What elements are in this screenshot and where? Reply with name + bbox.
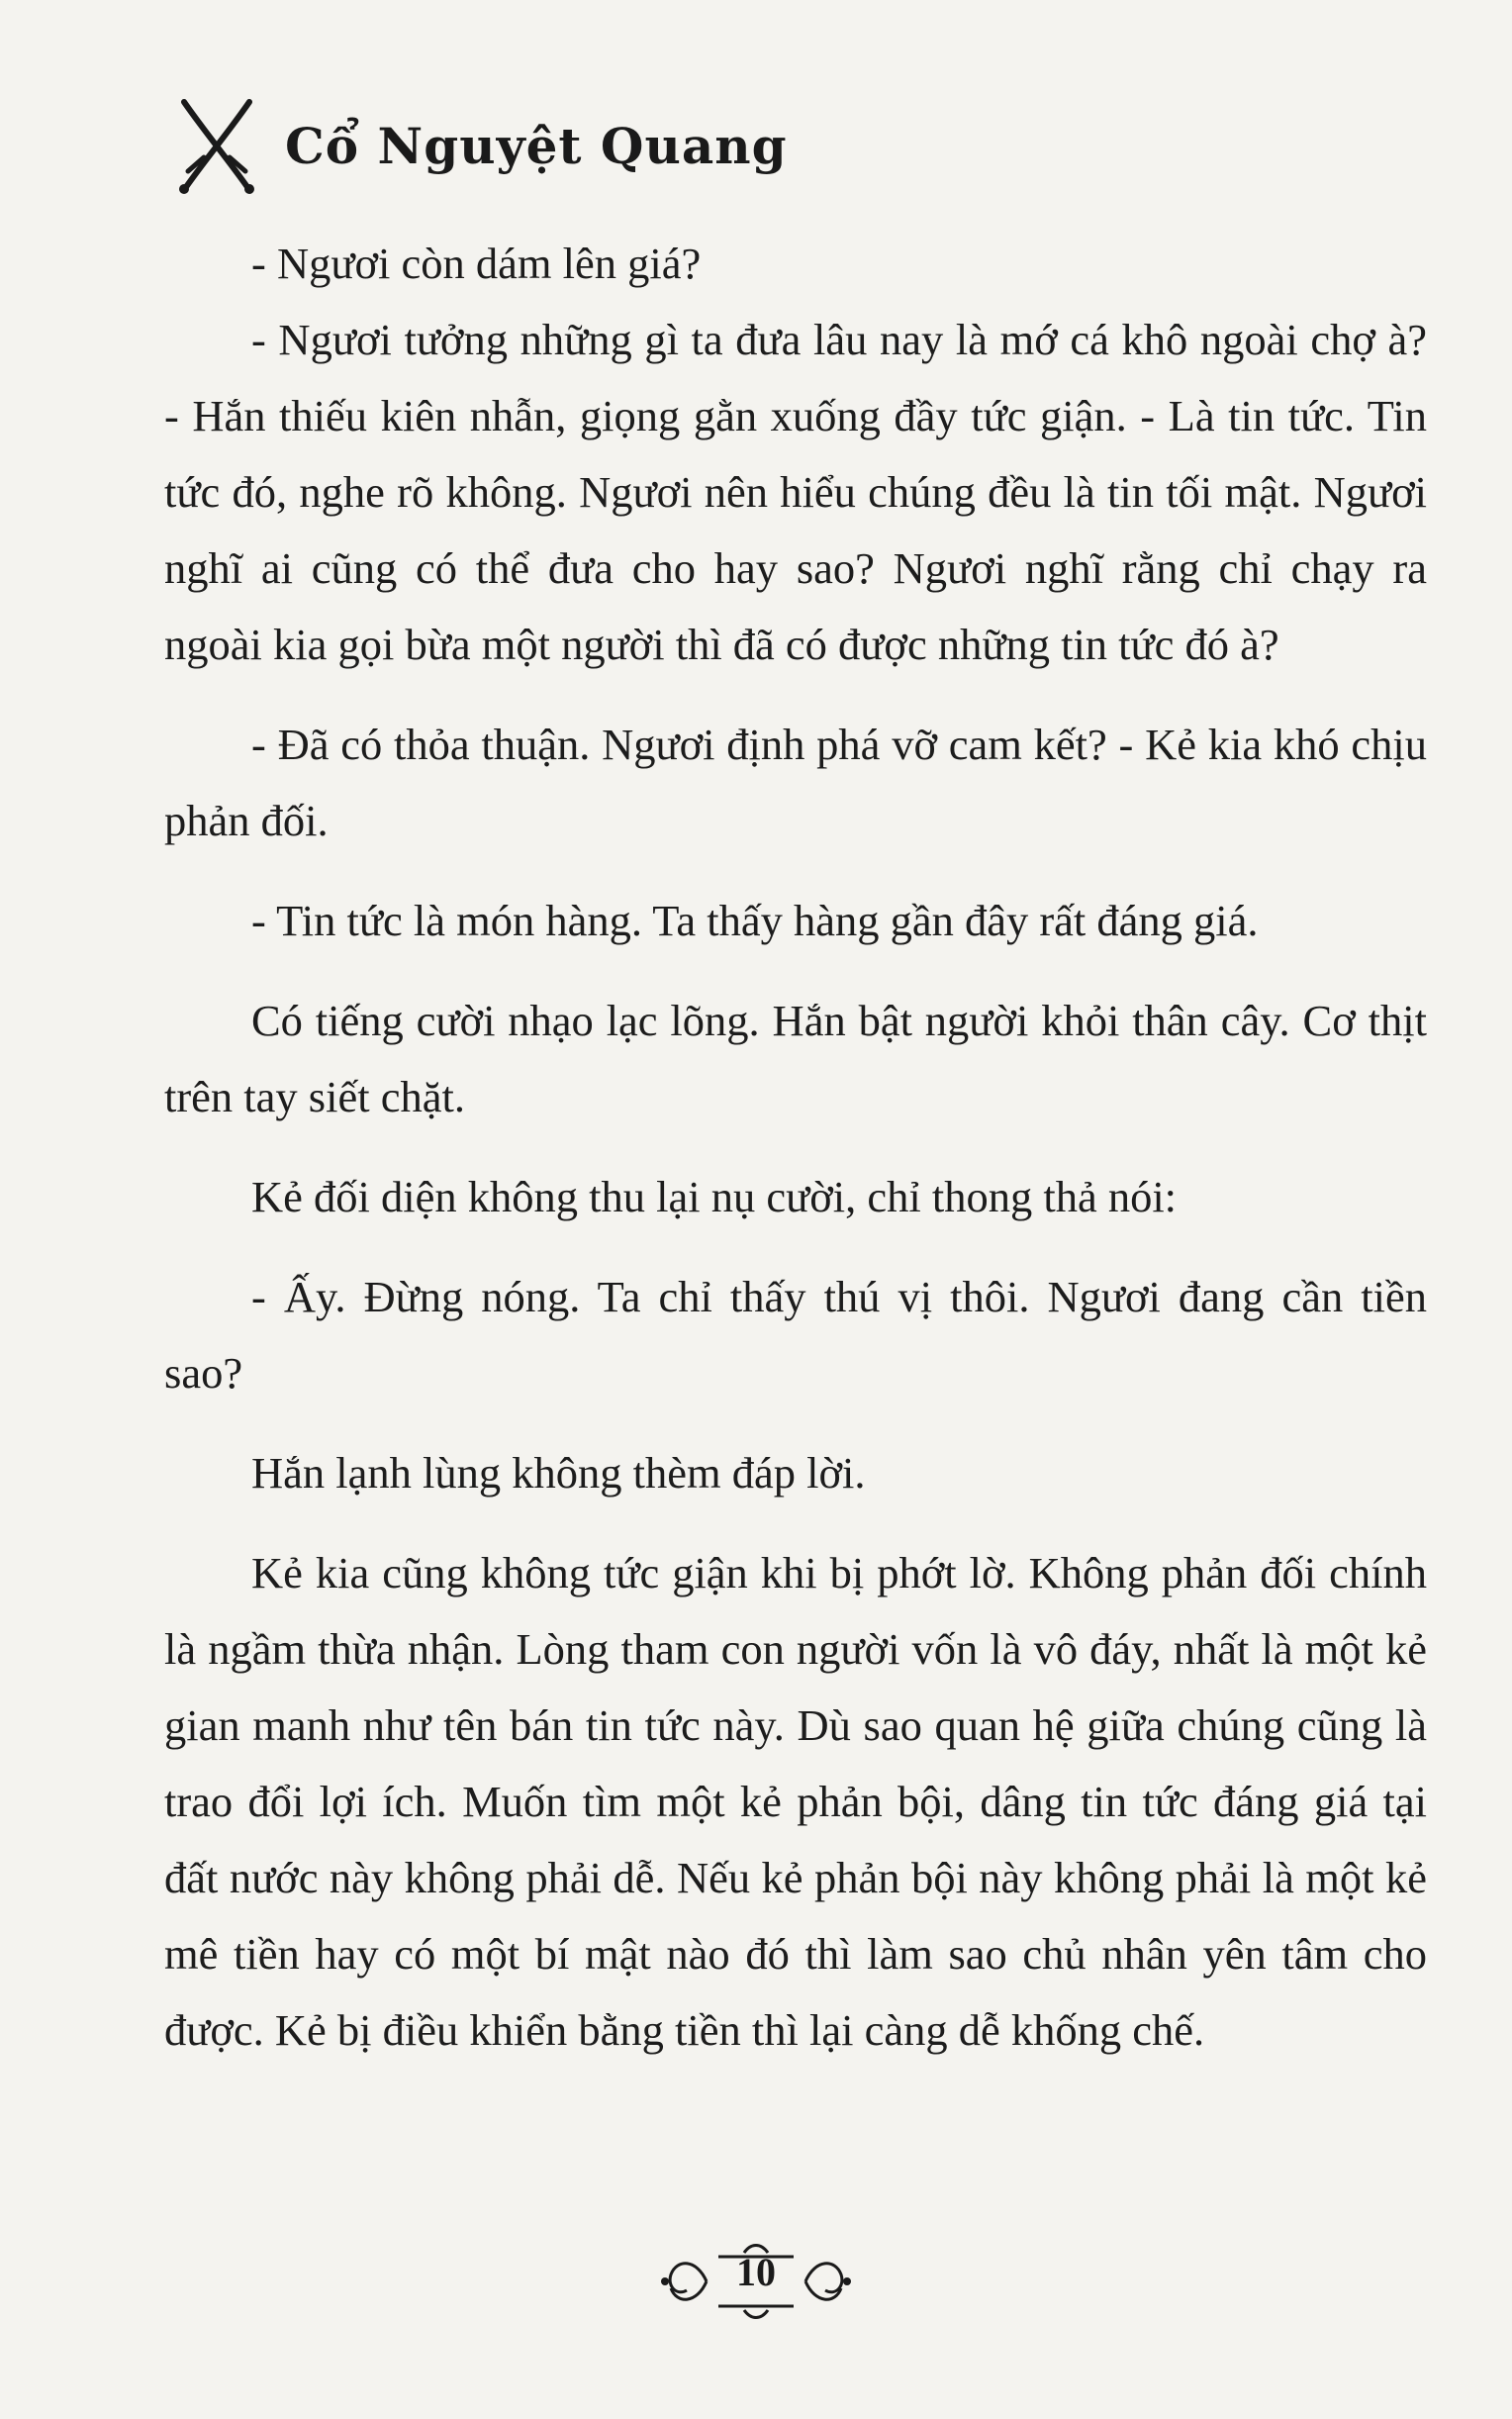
running-header — [174, 91, 788, 200]
paragraph: Hắn lạnh lùng không thèm đáp lời. — [251, 1448, 866, 1498]
paragraph: Kẻ đối diện không thu lại nụ cười, chỉ thong thả nói: — [251, 1172, 1178, 1221]
paragraph: Kẻ kia cũng không tức giận khi bị phớt lờ. Không phản đối chính là ngầm thừa nhận. Lòng tham con người vốn là vô đáy, nhất là một kẻ gian manh như tên bán tin tức này. Dù sao quan hệ giữa chúng cũng là trao đổi lợi ích. Muốn tìm một kẻ phản bội, dâng tin tức đáng giá tại đất nước này không phải dễ. Nếu kẻ phản bội này không phải là một kẻ mê tiền hay có một bí mật nào đó thì làm sao chủ nhân yên tâm cho được. Kẻ bị điều khiển bằng tiền thì lại càng dễ khống chế. — [164, 1548, 1427, 2055]
paragraph: - Đã có thỏa thuận. Ngươi định phá vỡ cam kết? - Kẻ kia khó chịu phản đối. — [164, 720, 1427, 845]
paragraph: - Ấy. Đừng nóng. Ta chỉ thấy thú vị thôi. Ngươi đang cần tiền sao? — [164, 1272, 1427, 1398]
paragraph: - Tin tức là món hàng. Ta thấy hàng gần đây rất đáng giá. — [251, 896, 1259, 945]
page-number: 10 — [736, 2250, 776, 2294]
crossed-swords-icon — [174, 96, 259, 195]
paragraph: Có tiếng cười nhạo lạc lõng. Hắn bật người khỏi thân cây. Cơ thịt trên tay siết chặt. — [164, 996, 1427, 1121]
paragraph: - Ngươi tưởng những gì ta đưa lâu nay là mớ cá khô ngoài chợ à? - Hắn thiếu kiên nhẫn, giọng gằn xuống đầy tức giận. - Là tin tức. Tin tức đó, nghe rõ không. Ngươi nên hiểu chúng đều là tin tối mật. Ngươi nghĩ ai cũng có thể đưa cho hay sao? Ngươi nghĩ rằng chỉ chạy ra ngoài kia gọi bừa một người thì đã có được những tin tức đó à? — [164, 315, 1427, 669]
paragraph: - Ngươi còn dám lên giá? — [251, 239, 702, 288]
body-text — [164, 226, 1427, 2069]
book-title: Cổ Nguyệt Quang — [285, 116, 788, 175]
